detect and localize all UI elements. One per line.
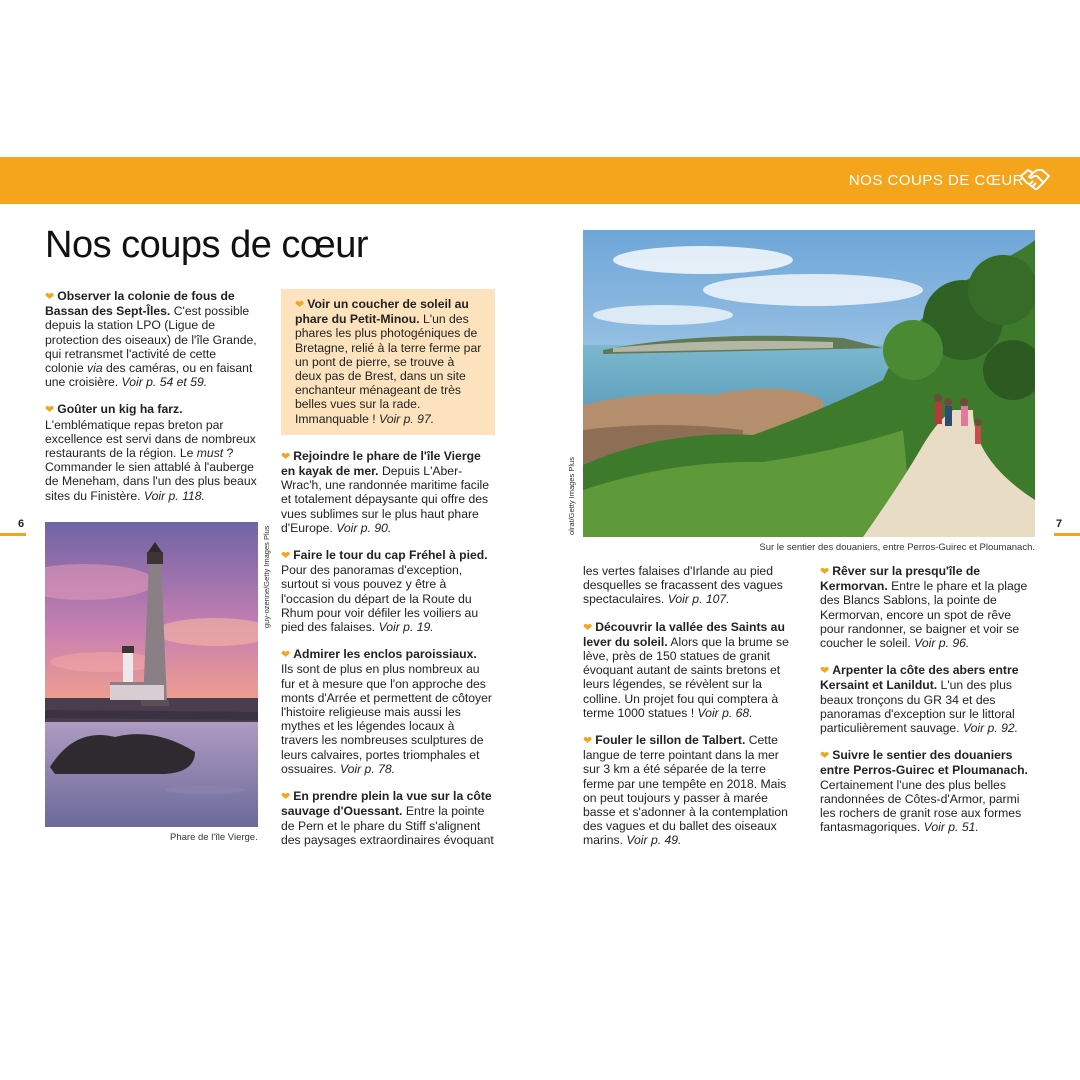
item-body: Entre la pointe de Pern et le phare du Stiff s'alignent des paysages extraordinaires évoquant (281, 804, 494, 847)
list-item (281, 789, 495, 847)
item-italic: must (196, 446, 224, 461)
list-item-continued (583, 564, 799, 607)
heart-icon: ❤ (820, 665, 830, 678)
heart-icon: ❤ (281, 791, 291, 804)
heart-icon: ❤ (820, 750, 830, 763)
page-tick-left (0, 533, 26, 536)
heart-icon: ❤ (45, 291, 55, 303)
list-item (45, 289, 257, 389)
heart-icon: ❤ (281, 550, 291, 563)
item-body: Ils sont de plus en plus nombreux au fur et à mesure que l'on approche des monts d'Arrée et permettent de côtoyer l'histoire religieuse mais aussi les mythes et les légendes locaux à travers les nombreuses sculptures de leurs calvaires, portes triomphales et ossuaires. (281, 662, 492, 776)
handshake-icon (1020, 167, 1050, 193)
coastal-path-photo (583, 230, 1035, 537)
page-reference: Voir p. 97. (379, 411, 435, 426)
item-body: Entre le phare et la plage des Blancs Sablons, la pointe de Kermorvan, encore un spot de rêve pour randonner, se baigner et voir se coucher le soleil. (820, 579, 1028, 651)
item-heading: Goûter un kig ha farz. (57, 402, 183, 417)
column-3 (583, 564, 799, 861)
page-title: Nos coups de cœur (45, 224, 369, 266)
page-reference: Voir p. 78. (339, 761, 396, 776)
section-title: NOS COUPS DE CŒUR (848, 172, 1024, 189)
heart-icon: ❤ (281, 450, 291, 463)
item-body: Pour des panoramas d'exception, surtout si vous pouvez y être à l'occasion du départ de la Route du Rhum pour voir défiler les voiliers au pied des falaises. (281, 563, 479, 635)
page-number-left: 6 (18, 518, 25, 530)
page-tick-right (1054, 533, 1080, 536)
list-item (583, 733, 799, 848)
photo-caption: Phare de l'île Vierge. (170, 832, 258, 843)
item-body: Depuis L'Aber-Wrac'h, une randonnée maritime facile et totalement dépaysante qui offre des vues sublimes sur le plus haut phare d'Europe. (281, 464, 490, 535)
heart-icon: ❤ (281, 649, 291, 662)
list-item (45, 402, 257, 502)
page-reference: Voir p. 54 et 59. (121, 375, 208, 390)
item-body: des caméras, ou en faisant une croisière. (45, 361, 253, 390)
item-heading: Fouler le sillon de Talbert. (595, 733, 746, 748)
highlight-box (281, 289, 495, 435)
page-reference: Voir p. 96. (914, 636, 970, 651)
photo-credit: olrat/Getty Images Plus (567, 457, 576, 535)
lighthouse-photo (45, 522, 258, 827)
page-reference: Voir p. 107. (667, 592, 730, 607)
photo-credit: guy-ozenne/Getty Images Plus (262, 525, 271, 628)
page-reference: Voir p. 19. (378, 620, 434, 635)
page-reference: Voir p. 68. (697, 705, 753, 720)
item-italic: via (87, 361, 103, 376)
column-2 (281, 289, 495, 860)
item-body: Certainement l'une des plus belles randonnées de Côtes-d'Armor, parmi les rochers de granit rose aux formes fantasmagoriques. (820, 777, 1022, 835)
column-1 (45, 289, 257, 516)
item-body: L'un des plus beaux tronçons du GR 34 et des panoramas d'exception sur le littoral particulièrement sauvage. (820, 678, 1015, 736)
column-4 (820, 564, 1036, 847)
item-body: Cette langue de terre pointant dans la mer sur 3 km a été séparée de la terre ferme par une tempête en 2018. Mais on peut toujours y passer à marée basse et s'adonner à la contemplation des vagues et du ballet des oiseaux marins. (583, 733, 788, 848)
item-heading: En prendre plein la vue sur la côte sauvage d'Ouessant. (281, 789, 492, 819)
page-reference: Voir p. 92. (962, 721, 1019, 736)
page-reference: Voir p. 90. (336, 520, 392, 535)
item-heading: Faire le tour du cap Fréhel à pied. (293, 548, 488, 563)
item-body: ? Commander le sien attablé à l'auberge de Meneham, dans l'un des plus beaux sites du Finistère. (45, 446, 257, 503)
item-body: Alors que la brume se lève, près de 150 statues de granit évoquant autant de saints bretons et leurs légendes, se révèlent sur la colline. Un projet fou qui comptera à terme 1000 statues ! (583, 634, 789, 720)
page-reference: Voir p. 49. (626, 833, 682, 848)
list-item (583, 620, 799, 720)
section-header-band (0, 157, 1080, 204)
heart-icon: ❤ (45, 404, 55, 417)
page-reference: Voir p. 118. (143, 488, 205, 503)
photo-caption: Sur le sentier des douaniers, entre Perros-Guirec et Ploumanach. (759, 542, 1035, 553)
item-heading: Rêver sur la presqu'île de Kermorvan. (820, 564, 981, 594)
item-body: L'emblématique repas breton par excellence est servi dans de nombreux restaurants de la région. Le (45, 417, 256, 461)
item-body: les vertes falaises d'Irlande au pied desquelles se fracassent des vagues spectaculaires. (583, 564, 783, 607)
heart-icon: ❤ (295, 299, 305, 311)
list-item (281, 548, 495, 634)
item-heading: Rejoindre le phare de l'île Vierge en kayak de mer. (281, 448, 481, 479)
item-heading: Suivre le sentier des douaniers entre Perros-Guirec et Ploumanach. (820, 748, 1028, 778)
heart-icon: ❤ (583, 621, 593, 634)
page-number-right: 7 (1056, 518, 1063, 530)
list-item (281, 647, 495, 776)
list-item (820, 564, 1036, 650)
item-body: C'est possible depuis la station LPO (Ligue de protection des oiseaux) de l'île Grande, qui retransmet l'activité de cette colonie (45, 304, 257, 376)
item-body: L'un des phares les plus photogéniques de Bretagne, relié à la terre ferme par un pont de pierre, se trouve à deux pas de Brest, dans un site enchanteur ménageant de très belles vues sur la rade. Immanquable ! (295, 312, 482, 426)
item-heading: Observer la colonie de fous de Bassan des Sept-Îles. (45, 289, 235, 319)
heart-icon: ❤ (820, 566, 830, 578)
item-heading: Admirer les enclos paroissiaux. (293, 647, 477, 662)
item-heading: Découvrir la vallée des Saints au lever du soleil. (583, 619, 785, 649)
heart-icon: ❤ (583, 735, 593, 748)
page-reference: Voir p. 51. (923, 820, 979, 835)
item-heading: Voir un coucher de soleil au phare du Petit-Minou. (295, 297, 469, 327)
list-item (820, 748, 1036, 834)
list-item (281, 449, 495, 535)
list-item (820, 663, 1036, 735)
item-heading: Arpenter la côte des abers entre Kersaint et Lanildut. (820, 663, 1019, 693)
